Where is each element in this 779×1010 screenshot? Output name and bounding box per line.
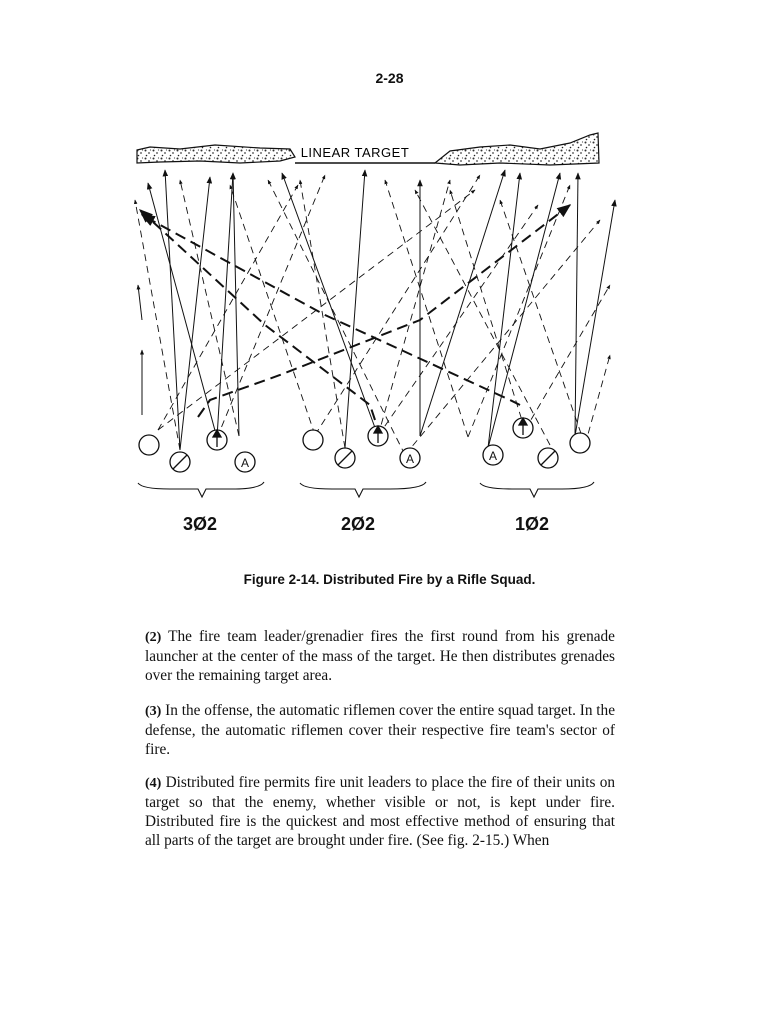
- team-braces: [138, 482, 594, 497]
- team-leader-symbol: [207, 430, 227, 450]
- paragraph-text: Distributed fire permits fire unit leaders to place the fire of their units on target so that the enemy, whether visible or not, is kept under fire. Distributed fire is the quickest and most effective method of ensuring that all parts of the target are brought under fire. (See fig. 2-15.) When: [145, 774, 615, 849]
- distributed-fire-diagram: [120, 125, 620, 535]
- team-label-3: 3Ø2: [182, 514, 218, 534]
- linear-target-label: LINEAR TARGET: [300, 145, 410, 160]
- fire-team-3: [139, 430, 255, 472]
- team-label-1: 1Ø2: [514, 514, 550, 534]
- svg-text:A: A: [405, 452, 415, 466]
- grenadier-symbol: [538, 448, 558, 468]
- rifleman-symbol: [570, 433, 590, 453]
- paragraph-number: (3): [145, 704, 162, 719]
- page-number: 2-28: [375, 70, 404, 86]
- team-label-2: 2Ø2: [340, 514, 376, 534]
- svg-text:A: A: [488, 449, 498, 463]
- automatic-rifleman-symbol: [400, 448, 420, 468]
- team-leader-symbol: [513, 418, 533, 438]
- rifleman-symbol: [303, 430, 323, 450]
- rifleman-symbol: [139, 435, 159, 455]
- paragraph-text: In the offense, the automatic riflemen cover the entire squad target. In the defense, the automatic riflemen cover their respective fire team's sector of fire.: [145, 702, 615, 758]
- paragraph-4: [145, 773, 615, 850]
- grenadier-symbol: [170, 452, 190, 472]
- fire-team-1: [483, 418, 590, 468]
- linear-target: [137, 133, 599, 165]
- automatic-rifleman-symbol: [235, 452, 255, 472]
- figure-caption: Figure 2-14. Distributed Fire by a Rifle Squad.: [243, 572, 536, 587]
- team-leader-symbol: [368, 426, 388, 446]
- paragraph-2: [145, 627, 615, 685]
- paragraph-number: (2): [145, 630, 162, 645]
- paragraph-number: (4): [145, 776, 162, 791]
- fire-team-2: [303, 426, 420, 468]
- grenadier-symbol: [335, 448, 355, 468]
- paragraph-3: [145, 701, 615, 759]
- solid-fire-lines: [138, 170, 615, 450]
- svg-text:A: A: [240, 456, 250, 470]
- automatic-rifleman-symbol: [483, 445, 503, 465]
- paragraph-text: The fire team leader/grenadier fires the first round from his grenade launcher at the center of the mass of the target. He then distributes grenades over the remaining target area.: [145, 628, 615, 684]
